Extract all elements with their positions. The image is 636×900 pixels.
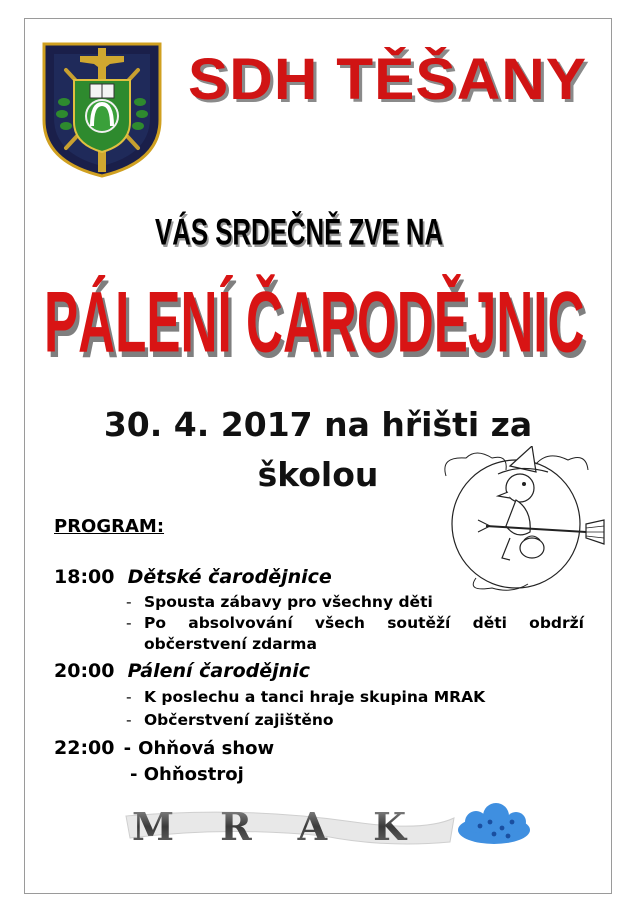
program-item-2200 — [54, 737, 274, 759]
program-activity: Ohňová show — [138, 738, 275, 759]
program-heading: PROGRAM: — [54, 516, 165, 537]
program-time: 18:00 — [54, 566, 115, 588]
program-bullet: - K poslechu a tanci hraje skupina MRAK — [126, 688, 486, 706]
program-dash: - — [123, 738, 132, 759]
date-place-line1: 30. 4. 2017 na hřišti za — [103, 405, 533, 444]
program-bullet: - Po absolvování všech soutěží děti obdrží — [126, 614, 584, 632]
band-logo — [124, 796, 544, 852]
program-bullet: - Ohňostroj — [130, 764, 244, 785]
program-bullet-continued: občerstvení zdarma — [144, 635, 317, 653]
band-name: MRAK — [132, 804, 453, 849]
organization-title: SDH TĚŠANY — [188, 47, 588, 112]
witch-on-broom-icon — [436, 446, 606, 594]
program-bullet: - Občerstvení zajištěno — [126, 711, 334, 729]
invite-line: VÁS SRDEČNĚ ZVE NA — [155, 212, 444, 254]
program-activity: Dětské čarodějnice — [127, 566, 332, 588]
program-item-1800 — [54, 566, 332, 588]
program-bullet: - Spousta zábavy pro všechny děti — [126, 593, 433, 611]
program-item-2000 — [54, 660, 310, 682]
event-title: PÁLENÍ ČARODĚJNIC — [44, 273, 585, 371]
program-time: 22:00 — [54, 737, 115, 759]
program-time: 20:00 — [54, 660, 115, 682]
cloud-icon — [458, 803, 530, 844]
date-place-line2: školou — [257, 455, 379, 494]
program-activity: Pálení čarodějnic — [127, 660, 310, 682]
fire-brigade-emblem-icon — [40, 40, 164, 178]
